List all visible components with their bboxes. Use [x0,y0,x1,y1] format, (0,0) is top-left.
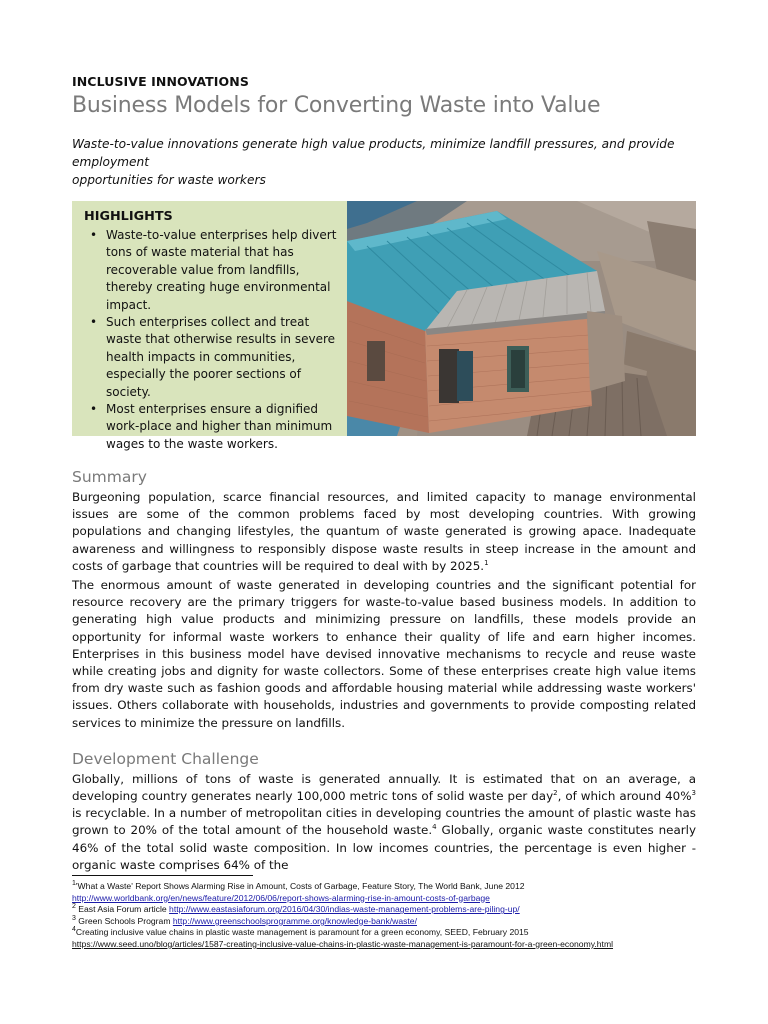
footnote-4 [72,927,696,939]
highlights-list [84,227,337,453]
summary-p1-text: Burgeoning population, scarce financial resources, and limited capacity to manage environmental issues are some of the common problems faced by most developing countries. With growing populations and changing lifestyles, the quantum of waste generated is growing apace. Inadequate awareness and willingness to responsibly dispose waste results in steep increase in the amount and costs of garbage that countries will be required to deal with by 2025. [72,490,696,573]
footnote-ref-4: 4 [432,823,437,832]
footnote-3 [72,916,696,928]
dev-text-3: is recyclable. In a number of metropolitan cities in developing countries the amount of plastic waste has grown to 20% of the total amount of the household waste. [72,806,696,838]
dev-text-4: Globally, organic waste constitutes nearly 46% of the total solid waste composition. In low incomes countries, the percentage is even higher - organic waste comprises 64% of the [72,823,696,872]
highlights-row [72,201,696,451]
footnote-3-number: 3 [72,914,76,922]
summary-paragraph-2: The enormous amount of waste generated in developing countries and the significant potential for resource recovery are the primary triggers for waste-to-value based business models. In addition to generating high value products and minimizing pressure on landfills, these models provide an opportunity for informal waste workers to enhance their quality of life and earn higher incomes. Enterprises in this business model have devised innovative mechanisms to recycle and reuse waste while creating jobs and dignity for waste collectors. Some of these enterprises create high value items from dry waste such as fashion goods and affordable housing material while addressing waste workers' issues. Others collaborate with households, industries and governments to provide composting related services to minimize the pressure on landfills. [72,578,696,730]
footnotes [72,875,696,951]
footnote-3-text: Green Schools Program [75,915,173,926]
footnote-1-text: 'What a Waste' Report Shows Alarming Rise in Amount, Costs of Garbage, Feature Story, The World Bank, June 2012 [75,881,525,891]
footnote-1 [72,881,696,893]
highlight-item: • Waste-to-value enterprises help divert tons of waste material that has recoverable value from landfills, thereby creating huge environmental impact. [84,227,337,314]
development-heading: Development Challenge [72,749,259,768]
document-page [72,74,696,874]
footnote-ref-2: 2 [553,789,558,798]
subtitle-line-1: Waste-to-value innovations generate high value products, minimize landfill pressures, and provide employment [72,137,675,169]
page-title: Business Models for Converting Waste into Value [72,93,601,118]
building-photo [347,201,696,436]
highlights-title: HIGHLIGHTS [84,209,173,224]
footnote-2-number: 2 [72,903,76,911]
highlights-box [72,201,347,451]
footnote-2-text: East Asia Forum article [75,904,170,915]
footnote-3-link[interactable]: http://www.greenschoolsprogramme.org/knowledge-bank/waste/ [172,915,417,926]
summary-paragraph-1 [72,489,696,575]
section-kicker: INCLUSIVE INNOVATIONS [72,74,249,89]
footnote-ref-3: 3 [691,789,696,798]
summary-heading: Summary [72,468,147,486]
highlight-item: • Such enterprises collect and treat waste that otherwise results in severe health impacts in communities, especially the poorer sections of society. [84,314,337,401]
page-subtitle [72,135,696,189]
footnote-4-link[interactable]: https://www.seed.uno/blog/articles/1587-creating-inclusive-value-chains-in-plastic-waste-management-is-paramount-for-a-green-economy.html [72,938,614,949]
footnote-4-text: Creating inclusive value chains in plastic waste management is paramount for a green economy, SEED, February 2015 [75,927,529,938]
footnote-2 [72,904,696,916]
footnote-2-link[interactable]: http://www.eastasiaforum.org/2016/04/30/indias-waste-management-problems-are-piling-up/ [169,904,520,915]
footnote-1-number: 1 [72,880,76,888]
development-challenge-section [72,749,696,874]
footnote-divider [72,875,253,876]
summary-section [72,467,696,732]
dev-text-2: , of which around 40% [557,789,692,804]
development-paragraph [72,771,696,874]
subtitle-line-2: opportunities for waste workers [72,173,266,187]
footnote-1-link[interactable]: http://www.worldbank.org/en/news/feature/2012/06/06/report-shows-alarming-rise-in-amount-costs-of-garbage [72,892,490,903]
highlight-item: • Most enterprises ensure a dignified work-place and higher than minimum wages to the waste workers. [84,401,337,453]
dev-text-1: Globally, millions of tons of waste is generated annually. It is estimated that on an average, a developing country generates nearly 100,000 metric tons of solid waste per day [72,771,696,804]
footnote-ref-1: 1 [484,558,489,567]
footnote-4-number: 4 [72,926,76,934]
footnote-1-link-row [72,893,696,905]
footnote-4-link-row [72,939,696,951]
